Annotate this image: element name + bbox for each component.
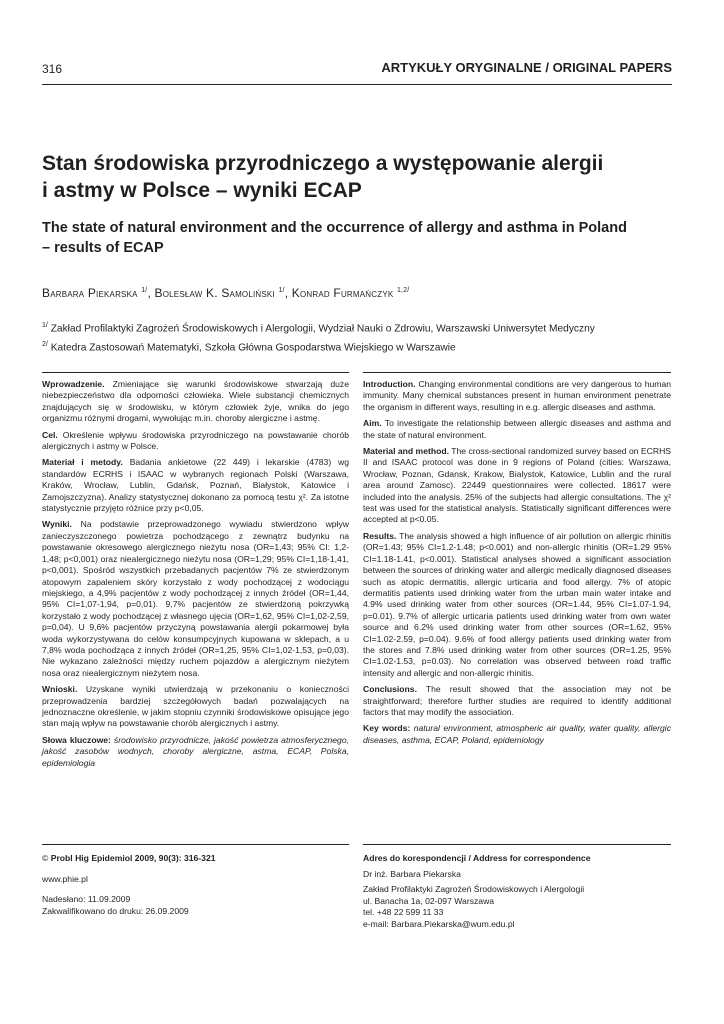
abstract-pl-results-label: Wyniki. (42, 519, 72, 530)
citation: Probl Hig Epidemiol 2009, 90(3): 316-321 (50, 853, 216, 863)
correspondence-department: Zakład Profilaktyki Zagrożeń Środowiskowych i Alergologii (363, 884, 585, 895)
correspondence-email[interactable]: e-mail: Barbara.Piekarska@wum.edu.pl (363, 918, 515, 929)
author-separator: , (284, 286, 292, 300)
abstract-en-results-text: The analysis showed a high influence of air pollution on allergic rhinitis (OR=1.43; 95% CI=1.2-1.48; p<0.001) and non-allergic rhinitis (OR=1.29 95% CI=1.18-1.41, p<0.001). Statistical analyses showed a significant association between the sources of drinking water and allergic medically diagnosed diseases such as atopic dermatitis, allergic urticaria and food allergy. 7% of atopic dermatitis patients used drinking water from the urban main water intake and 4.9% used drinking water from other sources (OR=1.44, 95% CI=1.07-1.94, p=0.01). 9.7% of allergic urticaria patients used drinking water from own water source and 6.2% used drinking water from other sources (OR=1.62, 95% CI=1.02-2.59, p=0.04). 9.6% of food allergy patients used drinking water from the stores and 7.8% used drinking water from other sources (OR=1.25, 95% CI=1.02-1.53, p=0.03). No correlation was observed between road traffic intensity and allergic and non-allergic rhinitis. (363, 530, 672, 678)
abstract-pl-results-text: Na podstawie przeprowadzonego wywiadu stwierdzono wpływ zanieczyszczonego powietrza pochodzącego z zewnątrz budynku na powstawanie okresowego alergicznego nieżytu nosa (OR=1,43; 95% CI: 1,2-1,48; p<0,001) oraz niealergicznego nieżytu nosa (OR=1,29; 95% CI=1,18-1,41, p<0,001). Spośród wszystkich przebadanych pacjentów 7% ze stwierdzonym atopowym zapaleniem skóry korzystało z wody pochodzącej z wodociągu miejskiego, a 4,9% pacjentów z wody pochodzącej z innych źródeł (OR=1,44, 95% CI=1,07-1,94, p=0,01). 9,7% pacjentów ze stwierdzoną pokrzywką korzystało z wody pochodzącej z własnego ujęcia (OR=1,62, 95% CI=1,02-2,59, p=0,04). U 9,6% pacjentów przyczyną powstawania alergii pokarmowej była woda wykorzystywana do celów konsumpcyjnych kupowana w sklepach, a u 7,8% woda pochodząca z innych źródeł (OR=1,25, 95% CI=1,02-1,53, p=0,03). Nie wykazano zależności między ruchem pojazdów a alergicznym nieżytem nosa oraz niealergicznym nieżytem nosa. (42, 519, 349, 678)
abstract-pl-conclusions-label: Wnioski. (42, 684, 78, 695)
abstract-en-aim-text: To investigate the relationship between allergic diseases and asthma and the state of natural environment. (363, 418, 672, 440)
author-affiliation-mark: 1,2/ (396, 287, 410, 294)
abstract-pl-aim-label: Cel. (42, 429, 58, 440)
abstract-pl-intro-label: Wprowadzenie. (42, 379, 105, 389)
abstract-pl-keywords-label: Słowa kluczowe: (42, 734, 111, 745)
title-english (42, 218, 672, 258)
abstract-top-rule-left (42, 372, 349, 373)
correspondence-name: Dr inż. Barbara Piekarska (363, 868, 461, 879)
author-affiliation-mark: 1/ (278, 287, 285, 294)
author-name: Bolesław K. Samoliński (154, 286, 275, 300)
author-name: Barbara Piekarska (42, 286, 138, 300)
affiliation-line (42, 337, 595, 356)
abstract-en-conclusions-text: The result showed that the association may not be straightforward; therefore further studies are required to identify additional factors that may modify the association. (363, 684, 672, 717)
abstract-en-aim-label: Aim. (363, 418, 382, 429)
abstract-en-conclusions-label: Conclusions. (363, 684, 417, 695)
footer-rule-right (363, 844, 671, 845)
correspondence-street: ul. Banacha 1a, 02-097 Warszawa (363, 895, 495, 906)
submitted-date: Nadesłano: 11.09.2009 (42, 894, 131, 905)
abstract-en-methods-text: The cross-sectional randomized survey based on ECRHS II and ISAAC protocol was done in 9 regions of Poland (cities: Warszawa, Wrocław, Poznan, Gdansk, Krakow, Bialystok, Katowice, Lublin and the rural area around Zamosc). 22449 questionnaires were collected. 18617 were included into the analysis. 25% of the subjects had allergic consultations. The χ² test was used for the statistical analysis. Statistically significant differences were accepted at p<0.05. (363, 446, 672, 525)
abstract-pl-aim-text: Określenie wpływu środowiska przyrodniczego na powstawanie chorób alergicznych i astmy w Polsce. (42, 429, 349, 452)
title-english-line1: The state of natural environment and the occurrence of allergy and asthma in Poland (42, 220, 627, 236)
abstract-pl-methods-label: Materiał i metody. (42, 457, 123, 468)
author-affiliation-mark: 1/ (141, 287, 148, 294)
affiliation-mark: 2/ (42, 341, 48, 349)
abstract-en-methods-label: Material and method. (363, 446, 449, 457)
affiliation-text: Katedra Zastosowań Matematyki, Szkoła Główna Gospodarstwa Wiejskiego w Warszawie (50, 342, 456, 354)
footer-rule-left (42, 844, 349, 845)
affiliations (42, 318, 595, 357)
affiliation-mark: 1/ (42, 322, 48, 329)
page-number: 316 (42, 62, 63, 76)
affiliation-line (42, 318, 595, 337)
author-name: Konrad Furmańczyk (291, 286, 394, 300)
abstract-en-intro-label: Introduction. (363, 379, 416, 389)
affiliation-text: Zakład Profilaktyki Zagrożeń Środowiskowych i Alergologii, Wydział Nauki o Zdrowiu, Warszawski Uniwersytet Medyczny (50, 323, 595, 335)
abstract-pl-keywords-text: środowisko przyrodnicze, jakość powietrza atmosferycznego, jakość zasobów wodnych, choroby alergiczne, astma, ECAP, Polska, epidemiologia (42, 734, 349, 768)
correspondence-heading: Adres do korespondencji / Address for correspondence (363, 853, 591, 863)
website-link[interactable]: www.phie.pl (42, 873, 88, 884)
title-polish-line2: i astmy w Polsce – wyniki ECAP (42, 179, 362, 202)
abstract-en-results-label: Results. (363, 530, 397, 541)
section-title: ARTYKUŁY ORYGINALNE / ORIGINAL PAPERS (381, 60, 672, 75)
abstract-english (363, 379, 671, 751)
copyright-symbol: © (42, 853, 49, 863)
abstract-polish (42, 379, 349, 774)
title-english-line2: – results of ECAP (42, 240, 164, 256)
footer-correspondence-block (363, 853, 671, 931)
abstract-top-rule-right (363, 372, 671, 373)
running-header (42, 60, 672, 85)
author-separator: , (147, 286, 155, 300)
abstract-pl-methods-text: Badania ankietowe (22 449) i lekarskie (4783) wg standardów ECRHS i ISAAC w wybranych regionach Polski (Warszawa, Kraków, Wrocław, Lublin, Gdańsk, Poznań, Białystok, Katowice i Zamojszczyzna). Analizy statystycznej dokonano za pomocą testu χ². Za istotne statystycznie przyjęto różnice przy p<0,05. (42, 457, 350, 514)
author-list (42, 286, 409, 300)
accepted-date: Zakwalifikowano do druku: 26.09.2009 (42, 905, 189, 916)
abstract-pl-intro-text: Zmieniające się warunki środowiskowe stwarzają duże niebezpieczeństwo dla odporności człowieka. Wiele substancji chemicznych znajdujących się w środowisku, w którym człowiek żyje, wnika do jego organizmu różnymi drogami, wywołując m.in. choroby alergiczne i astmę. (42, 379, 349, 424)
abstract-pl-conclusions-text: Uzyskane wyniki utwierdzają w przekonaniu o konieczności przeprowadzenia bardziej szczegółowych badań pozwalających na jednoznaczne określenie, w jakim stopniu czynniki środowiskowe opisujące jego stan mają wpływ na powstawanie chorób alergicznych i astmy. (42, 684, 349, 729)
abstract-en-intro-text: Changing environmental conditions are very dangerous to human immunity. Many chemical substances present in human environment penetrate the organism in different ways, resulting in e.g. allergic diseases and asthma. (363, 379, 671, 412)
title-polish-line1: Stan środowiska przyrodniczego a występowanie alergii (42, 152, 604, 175)
abstract-en-keywords-text: natural environment, atmospheric air quality, water quality, allergic diseases, asthma, ECAP, Poland, epidemiology (363, 723, 672, 745)
correspondence-phone: tel. +48 22 599 11 33 (363, 907, 444, 918)
title-polish (42, 150, 672, 204)
abstract-en-keywords-label: Key words: (363, 723, 411, 734)
footer-citation-block (42, 853, 349, 917)
